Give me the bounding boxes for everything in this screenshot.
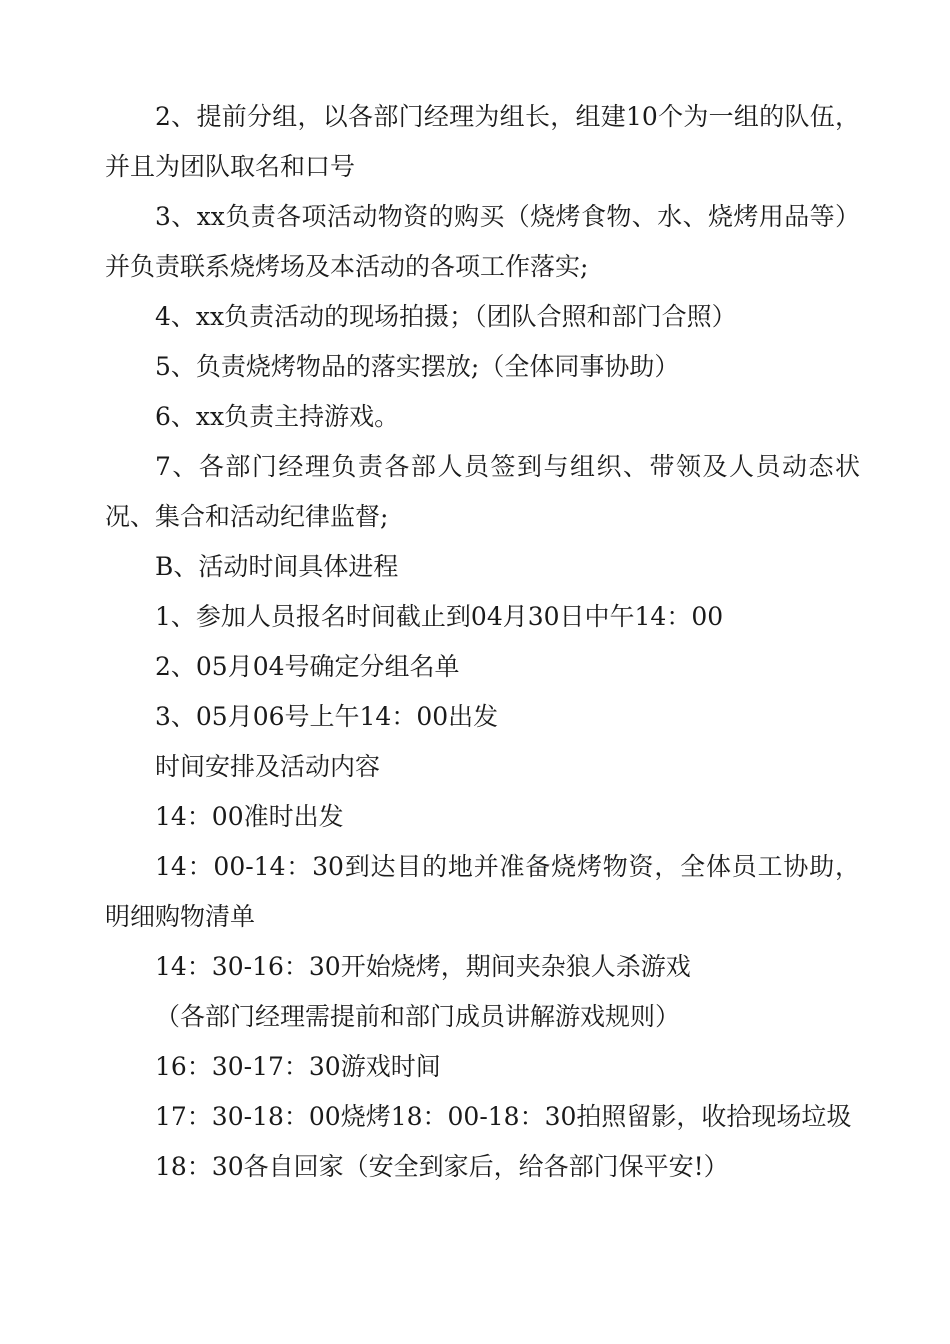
timetable-item: 17：30-18：00烧烤18：00-18：30拍照留影，收拾现场垃圾 — [155, 1102, 852, 1131]
subheading-timetable: 时间安排及活动内容 — [155, 752, 381, 781]
timetable-item: 14：00-14：30到达目的地并准备烧烤物资，全体员工协助，明细购物清单 — [105, 852, 860, 931]
timetable-item: 14：30-16：30开始烧烤，期间夹杂狼人杀游戏 — [155, 952, 691, 981]
timetable-item: 16：30-17：30游戏时间 — [155, 1052, 441, 1081]
paragraph-host: 6、xx负责主持游戏。 — [155, 402, 400, 431]
timetable-item: 18：30各自回家（安全到家后，给各部门保平安!） — [155, 1152, 729, 1181]
paragraph-setup: 5、负责烧烤物品的落实摆放;（全体同事协助） — [155, 352, 680, 381]
paragraph-departure-date: 3、05月06号上午14：00出发 — [155, 702, 499, 731]
paragraph-purchasing: 3、xx负责各项活动物资的购买（烧烤食物、水、烧烤用品等）并负责联系烧烤场及本活动的各项工作落实; — [105, 202, 860, 281]
paragraph-managers: 7、各部门经理负责各部人员签到与组织、带领及人员动态状况、集合和活动纪律监督; — [105, 452, 860, 531]
paragraph-registration: 1、参加人员报名时间截止到04月30日中午14：00 — [155, 602, 724, 631]
section-heading-schedule: B、活动时间具体进程 — [155, 552, 399, 581]
document-body — [105, 92, 860, 1192]
paragraph-photography: 4、xx负责活动的现场拍摄；（团队合照和部门合照） — [155, 302, 737, 331]
timetable-note: （各部门经理需提前和部门成员讲解游戏规则） — [155, 1002, 681, 1031]
paragraph-group-formation: 2、提前分组，以各部门经理为组长，组建10个为一组的队伍，并且为团队取名和口号 — [105, 102, 860, 181]
timetable-item: 14：00准时出发 — [155, 802, 344, 831]
paragraph-grouping-date: 2、05月04号确定分组名单 — [155, 652, 460, 681]
